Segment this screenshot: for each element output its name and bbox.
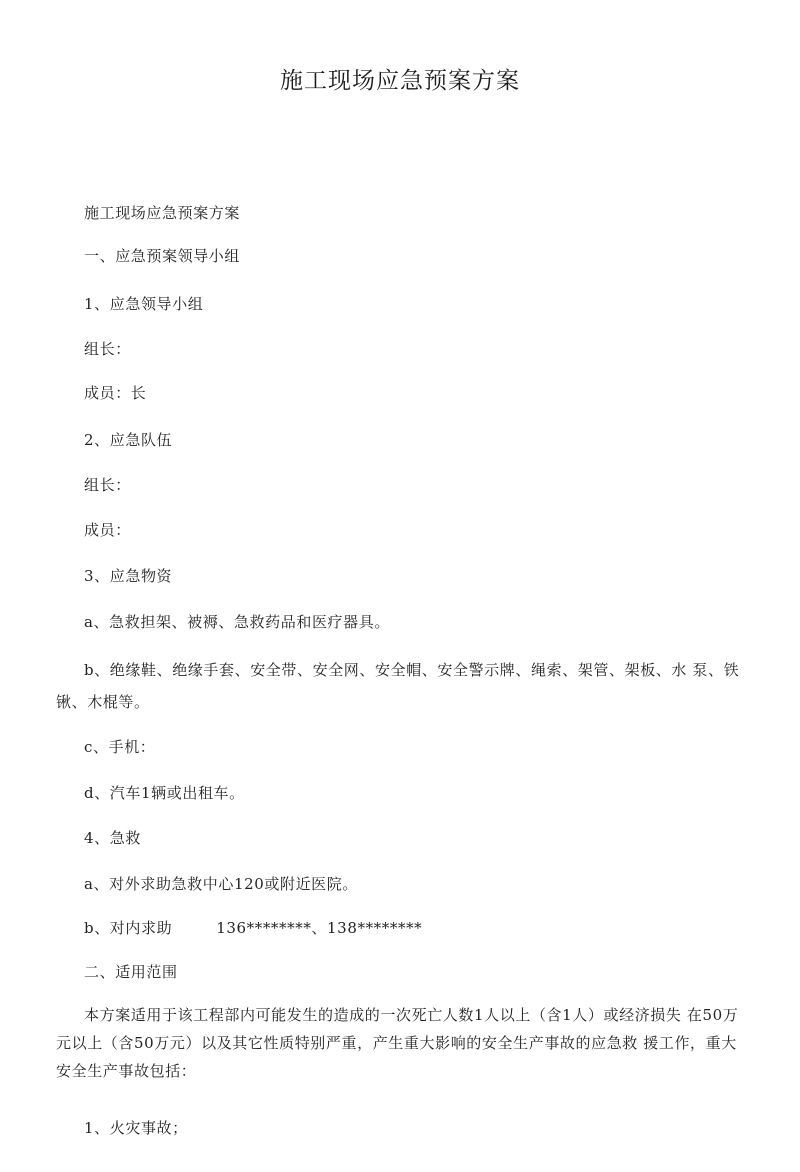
scope-line-2: 元以上（含50万元）以及其它性质特别严重，产生重大影响的安全生产事故的应急救 援工作，重大 [56,1034,737,1052]
document-title: 施工现场应急预案方案 [280,68,520,94]
group-leader-label: 组长： [84,340,131,358]
scope-line-1: 本方案适用于该工程部内可能发生的造成的一次死亡人数1人以上（含1人）或经济损失 在50万 [84,1006,739,1024]
subsection-first-aid: 4、急救 [84,829,141,847]
group-members-label: 成员：长 [84,384,147,402]
internal-phone-numbers: 136********、138******** [216,919,423,937]
subtitle: 施工现场应急预案方案 [84,204,241,222]
section-heading-2: 二、适用范围 [84,963,178,981]
supply-item-b [56,654,750,718]
supply-item-c: c、手机： [84,738,156,756]
accident-type-1: 1、火灾事故； [84,1119,188,1137]
section-heading-1: 一、应急预案领导小组 [84,247,241,265]
team-members-label: 成员： [84,521,131,539]
supply-item-d: d、汽车1辆或出租车。 [84,784,245,802]
subsection-emergency-team: 2、应急队伍 [84,431,173,449]
subsection-leadership-group: 1、应急领导小组 [84,295,204,313]
supply-item-a: a、急救担架、被褥、急救药品和医疗器具。 [84,613,390,631]
first-aid-internal-label: b、对内求助 [84,919,173,937]
team-leader-label: 组长： [84,476,131,494]
scope-paragraph [56,1001,750,1085]
scope-line-3: 安全生产事故包括： [56,1062,197,1080]
supply-item-b-line-1: b、绝缘鞋、绝缘手套、安全带、安全网、安全帽、安全警示牌、绳索、架管、架板、水 泵、铁 [84,661,740,679]
first-aid-internal [84,918,422,938]
first-aid-external: a、对外求助急救中心120或附近医院。 [84,875,358,893]
subsection-emergency-supplies: 3、应急物资 [84,567,173,585]
supply-item-b-line-2: 锹、木棍等。 [56,693,150,711]
